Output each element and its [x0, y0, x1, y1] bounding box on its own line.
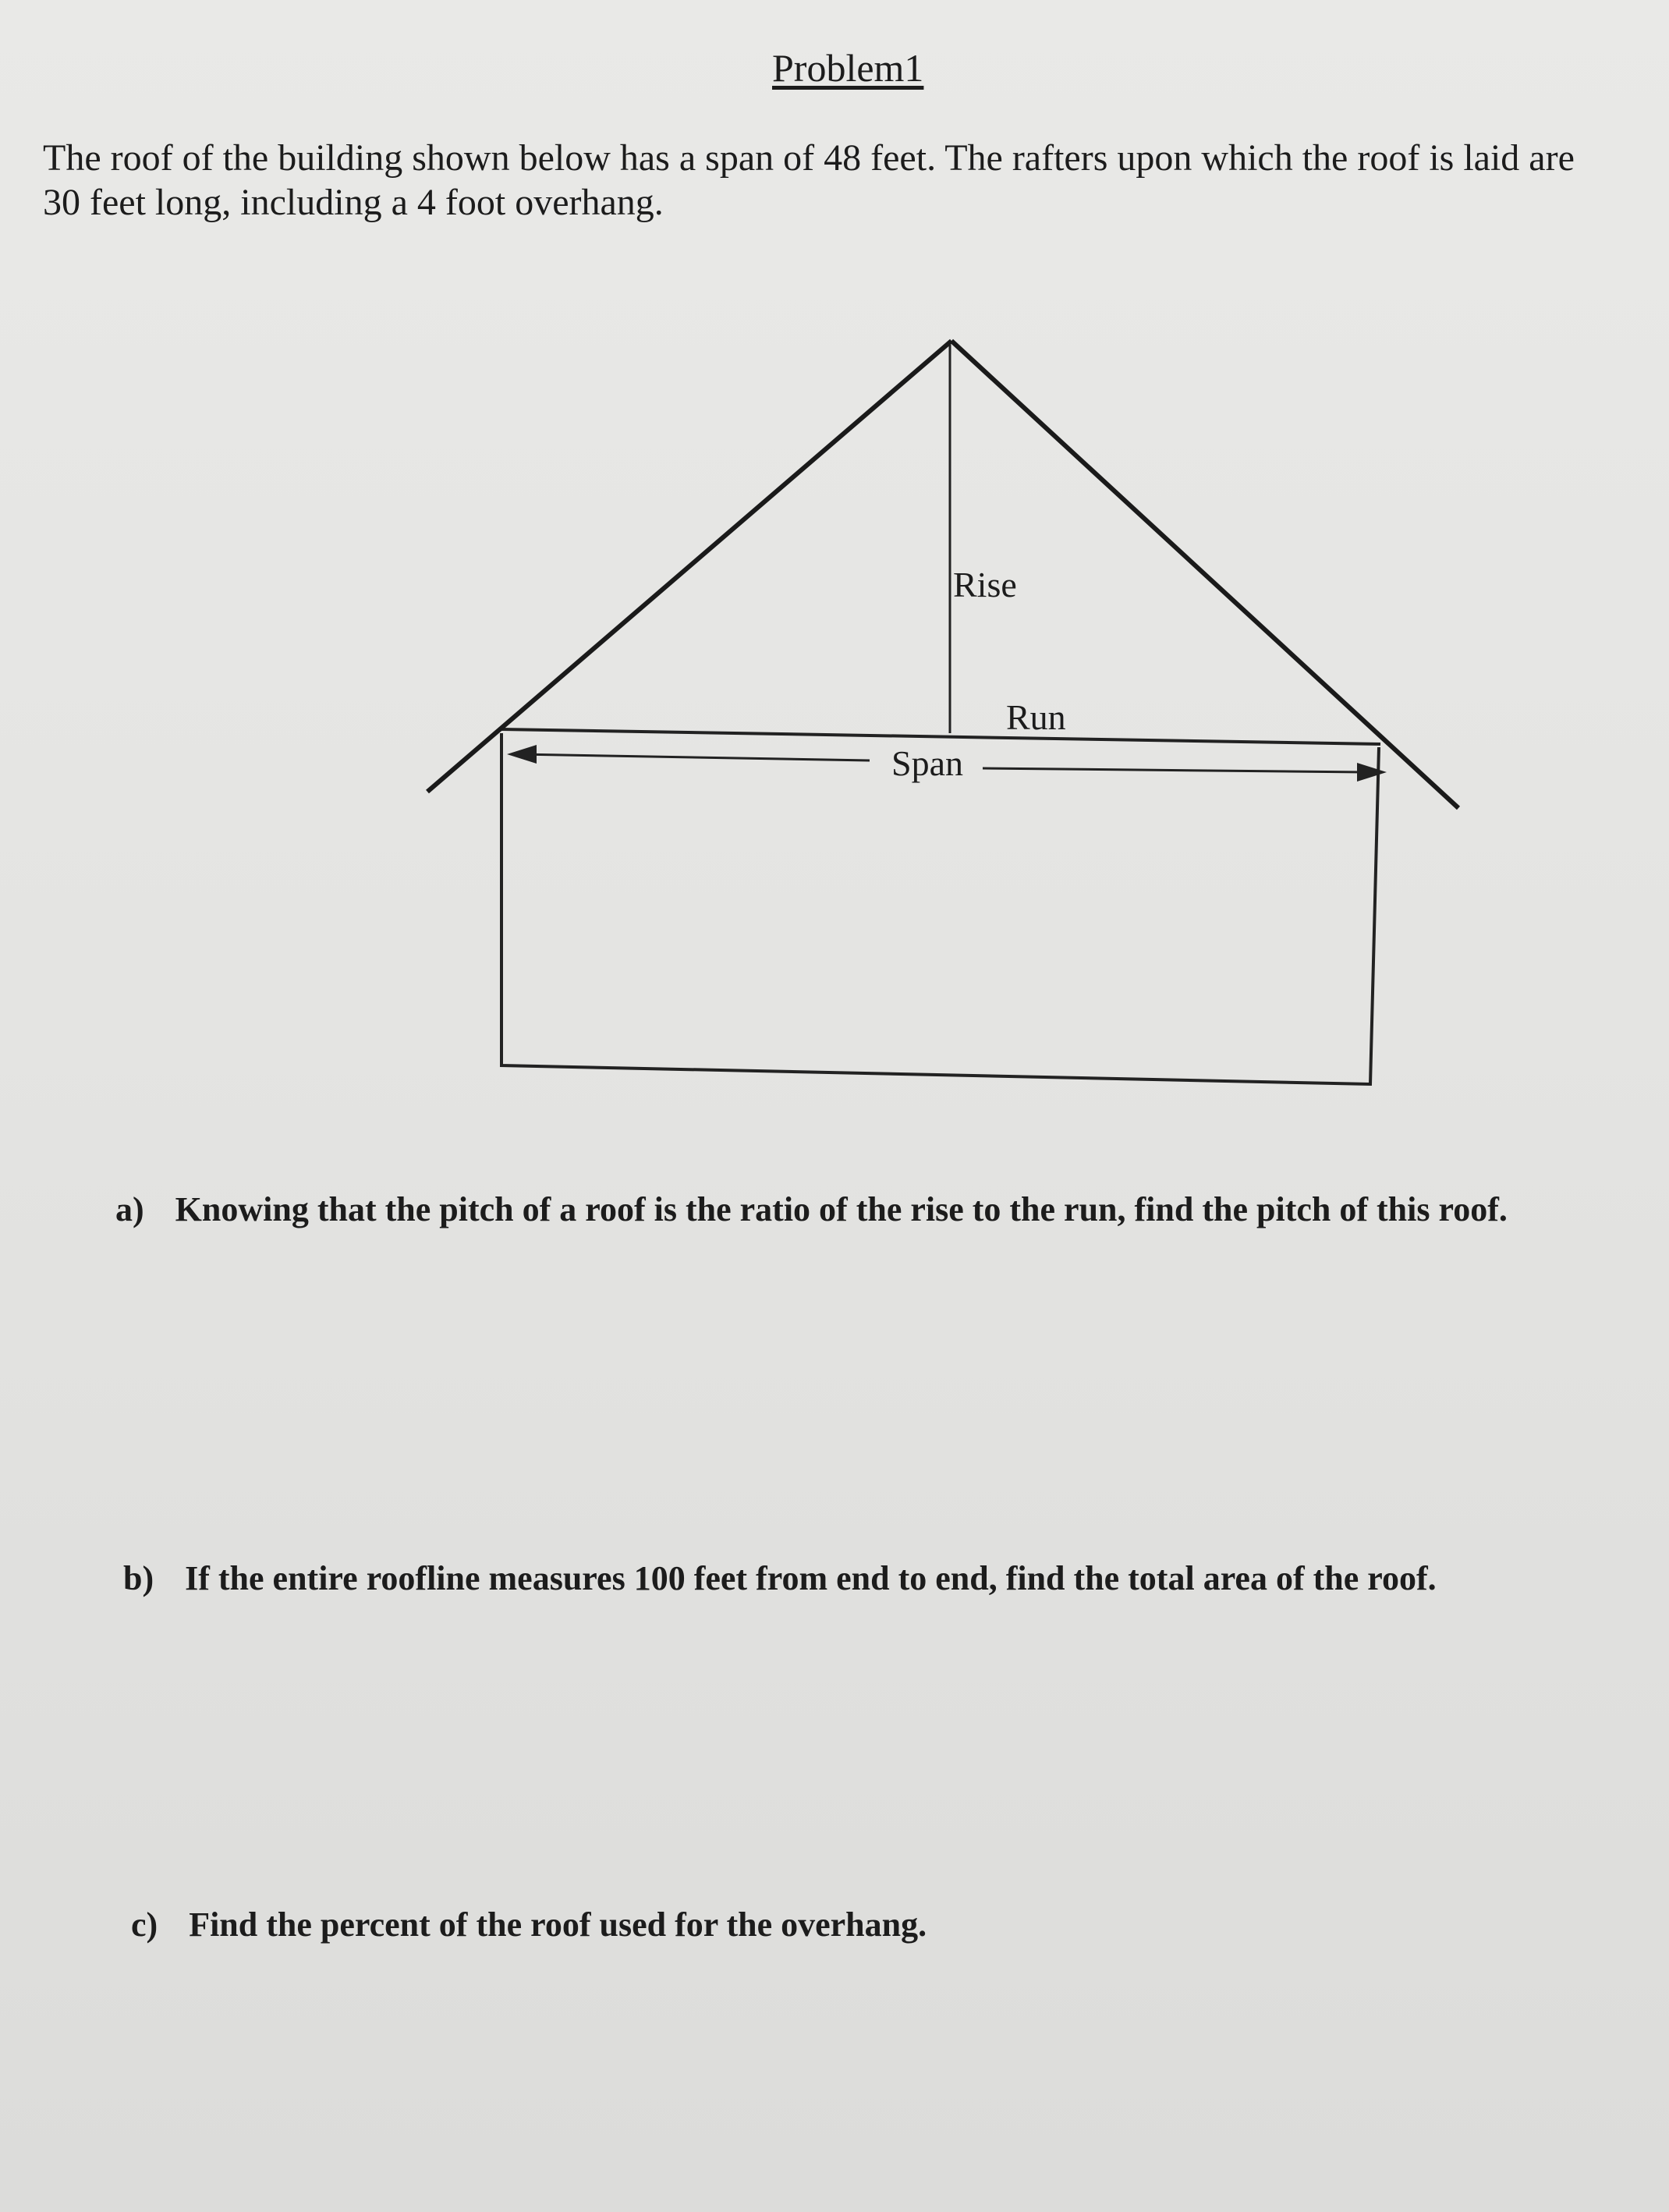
problem-title: Problem1	[772, 46, 924, 90]
question-c	[131, 1905, 927, 1944]
span-baseline	[501, 729, 1380, 744]
building-wall-outline	[501, 733, 1379, 1084]
span-label: Span	[891, 743, 963, 783]
question-b-text: If the entire roofline measures 100 feet from end to end, find the total area of the roof.	[185, 1559, 1437, 1597]
question-c-text: Find the percent of the roof used for the overhang.	[189, 1905, 927, 1944]
question-a	[115, 1189, 1508, 1229]
left-rafter	[427, 341, 951, 792]
problem-statement-line-2: 30 feet long, including a 4 foot overhang.	[43, 181, 664, 223]
question-a-text: Knowing that the pitch of a roof is the ratio of the rise to the run, find the pitch of this roof.	[175, 1190, 1508, 1228]
span-arrowhead-left	[507, 745, 537, 764]
span-arrow-right	[983, 768, 1365, 772]
question-c-label: c)	[131, 1905, 158, 1944]
span-arrow-left	[519, 754, 870, 760]
run-label: Run	[1006, 697, 1066, 737]
problem-statement-line-1: The roof of the building shown below has a span of 48 feet. The rafters upon which the roof is laid are	[43, 137, 1575, 179]
question-b-label: b)	[123, 1559, 154, 1597]
question-a-label: a)	[115, 1190, 144, 1228]
question-b	[123, 1558, 1437, 1598]
span-arrowhead-right	[1357, 763, 1387, 782]
rise-label: Rise	[953, 565, 1017, 604]
